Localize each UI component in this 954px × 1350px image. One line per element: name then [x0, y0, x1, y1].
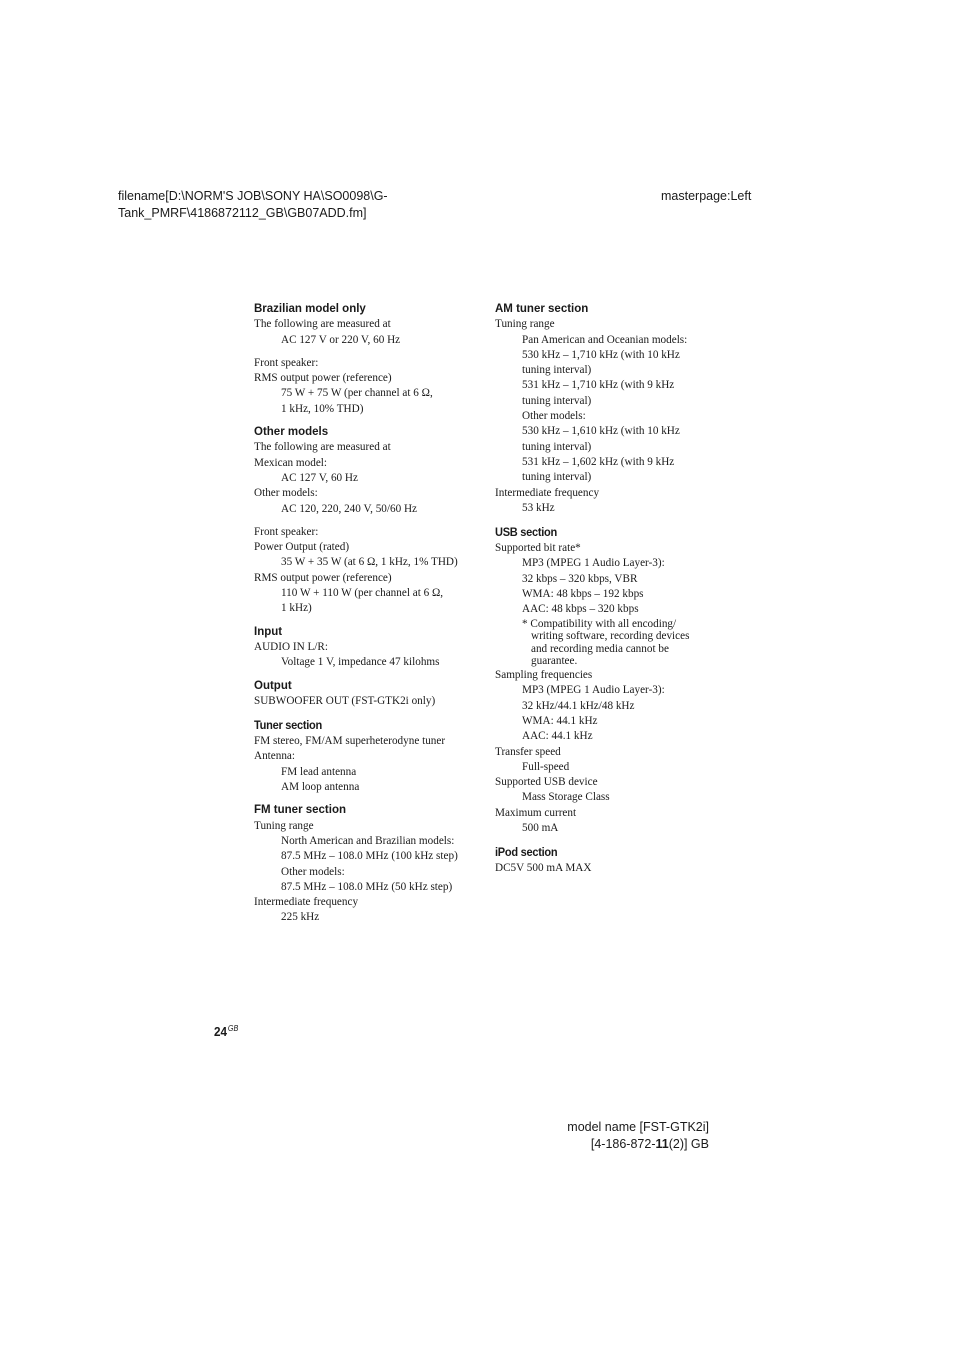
spec-line: Sampling frequencies — [495, 669, 593, 682]
part-number — [540, 1136, 709, 1153]
spec-line: AUDIO IN L/R: — [254, 640, 328, 653]
usb-section — [495, 524, 720, 836]
filename-line-1: filename[D:\NORM'S JOB\SONY HA\SO0098\G- — [118, 189, 388, 203]
spec-line: AC 127 V, 60 Hz — [281, 471, 358, 484]
spec-line: tuning interval) — [522, 394, 592, 407]
spec-line: Intermediate frequency — [495, 486, 600, 499]
section-heading: AM tuner section — [495, 303, 589, 315]
spec-line: 225 kHz — [281, 911, 320, 924]
spec-line: 32 kbps – 320 kbps, VBR — [522, 572, 638, 585]
spec-line: AC 120, 220, 240 V, 50/60 Hz — [281, 502, 418, 515]
filename-header — [118, 188, 388, 222]
section-heading: iPod section — [495, 845, 558, 860]
fm-tuner-section — [254, 803, 479, 925]
spec-line: tuning interval) — [522, 364, 592, 377]
page-number-value: 24 — [214, 1024, 228, 1039]
brazilian-speaker-specs — [254, 356, 479, 417]
masterpage-label: masterpage:Left — [661, 189, 752, 203]
part-number-bold: 11 — [655, 1137, 669, 1151]
page-number-suffix: GB — [227, 1024, 239, 1033]
spec-line: 87.5 MHz – 108.0 MHz (50 kHz step) — [281, 880, 453, 893]
spec-line: AM loop antenna — [281, 781, 360, 794]
spec-line: RMS output power (reference) — [254, 372, 392, 385]
footnote-line: writing software, recording devices — [531, 630, 690, 643]
spec-line: 530 kHz – 1,710 kHz (with 10 kHz — [522, 348, 680, 361]
spec-line: Full-speed — [522, 760, 570, 773]
tuner-section — [254, 717, 479, 795]
section-heading: USB section — [495, 525, 557, 540]
spec-line: Mexican model: — [254, 456, 328, 469]
spec-line: Other models: — [522, 410, 586, 423]
spec-line: tuning interval) — [522, 471, 592, 484]
output-section — [254, 679, 479, 710]
spec-line: 1 kHz, 10% THD) — [281, 402, 364, 415]
section-heading: Other models — [254, 426, 329, 439]
am-tuner-section — [495, 302, 720, 516]
spec-line: Front speaker: — [254, 356, 319, 369]
spec-line: Other models: — [254, 487, 318, 500]
spec-line: Tuning range — [495, 318, 555, 331]
spec-line: FM stereo, FM/AM superheterodyne tuner — [254, 735, 446, 748]
spec-column-left — [254, 302, 479, 934]
spec-line: 32 kHz/44.1 kHz/48 kHz — [522, 699, 635, 712]
spec-line: AAC: 44.1 kHz — [522, 730, 593, 743]
spec-line: The following are measured at — [254, 441, 391, 454]
spec-line: Transfer speed — [495, 745, 561, 758]
footnote-line: * Compatibility with all encoding/ — [522, 617, 677, 630]
spec-line: WMA: 44.1 kHz — [522, 714, 598, 727]
section-heading: FM tuner section — [254, 804, 347, 817]
section-heading: Input — [254, 625, 283, 638]
spec-line: DC5V 500 mA MAX — [495, 862, 592, 875]
spec-line: North American and Brazilian models: — [281, 834, 455, 847]
spec-line: Other models: — [281, 865, 345, 878]
filename-line-2: Tank_PMRF\4186872112_GB\GB07ADD.fm] — [118, 206, 367, 220]
spec-line: Intermediate frequency — [254, 896, 359, 909]
spec-line: 531 kHz – 1,710 kHz (with 9 kHz — [522, 379, 675, 392]
spec-line: AC 127 V or 220 V, 60 Hz — [281, 333, 401, 346]
spec-line: 87.5 MHz – 108.0 MHz (100 kHz step) — [281, 850, 458, 863]
spec-line: 1 kHz) — [281, 602, 312, 615]
spec-line: 530 kHz – 1,610 kHz (with 10 kHz — [522, 425, 680, 438]
ipod-section — [495, 844, 720, 876]
spec-column-right — [495, 302, 720, 885]
spec-line: The following are measured at — [254, 318, 391, 331]
footnote-line: guarantee. — [531, 655, 578, 668]
spec-line: Front speaker: — [254, 525, 319, 538]
spec-line: AAC: 48 kbps – 320 kbps — [522, 603, 639, 616]
spec-line: FM lead antenna — [281, 765, 357, 778]
spec-line: Supported bit rate* — [495, 542, 581, 555]
part-number-suffix: (2)] GB — [668, 1137, 709, 1151]
spec-line: 53 kHz — [522, 501, 555, 514]
spec-line: 75 W + 75 W (per channel at 6 Ω, — [281, 387, 433, 400]
spec-line: Tuning range — [254, 819, 314, 832]
spec-line: 531 kHz – 1,602 kHz (with 9 kHz — [522, 455, 675, 468]
spec-line: Pan American and Oceanian models: — [522, 333, 688, 346]
spec-line: Antenna: — [254, 750, 296, 763]
input-section — [254, 625, 479, 671]
part-number-prefix: [4-186-872- — [590, 1137, 656, 1151]
section-heading: Brazilian model only — [254, 303, 366, 315]
model-name: model name [FST-GTK2i] — [567, 1120, 709, 1134]
spec-line: Voltage 1 V, impedance 47 kilohms — [281, 656, 440, 669]
spec-line: 110 W + 110 W (per channel at 6 Ω, — [281, 587, 444, 600]
other-models-section — [254, 425, 479, 517]
spec-line: tuning interval) — [522, 440, 592, 453]
brazilian-model-section — [254, 302, 479, 348]
spec-line: Power Output (rated) — [254, 541, 350, 554]
spec-line: 500 mA — [522, 821, 559, 834]
model-footer — [540, 1119, 709, 1153]
spec-line: SUBWOOFER OUT (FST-GTK2i only) — [254, 694, 436, 707]
spec-line: Mass Storage Class — [522, 791, 610, 804]
spec-line: RMS output power (reference) — [254, 571, 392, 584]
spec-line: MP3 (MPEG 1 Audio Layer-3): — [522, 684, 665, 697]
compatibility-footnote — [495, 618, 720, 668]
spec-line: Maximum current — [495, 806, 577, 819]
section-heading: Tuner section — [254, 718, 322, 733]
spec-line: WMA: 48 kbps – 192 kbps — [522, 588, 644, 601]
section-heading: Output — [254, 679, 292, 692]
spec-line: 35 W + 35 W (at 6 Ω, 1 kHz, 1% THD) — [281, 556, 458, 569]
spec-line: Supported USB device — [495, 776, 598, 789]
footnote-line: and recording media cannot be — [531, 642, 669, 655]
spec-line: MP3 (MPEG 1 Audio Layer-3): — [522, 557, 665, 570]
other-speaker-specs — [254, 525, 479, 617]
page-number — [214, 1024, 238, 1039]
